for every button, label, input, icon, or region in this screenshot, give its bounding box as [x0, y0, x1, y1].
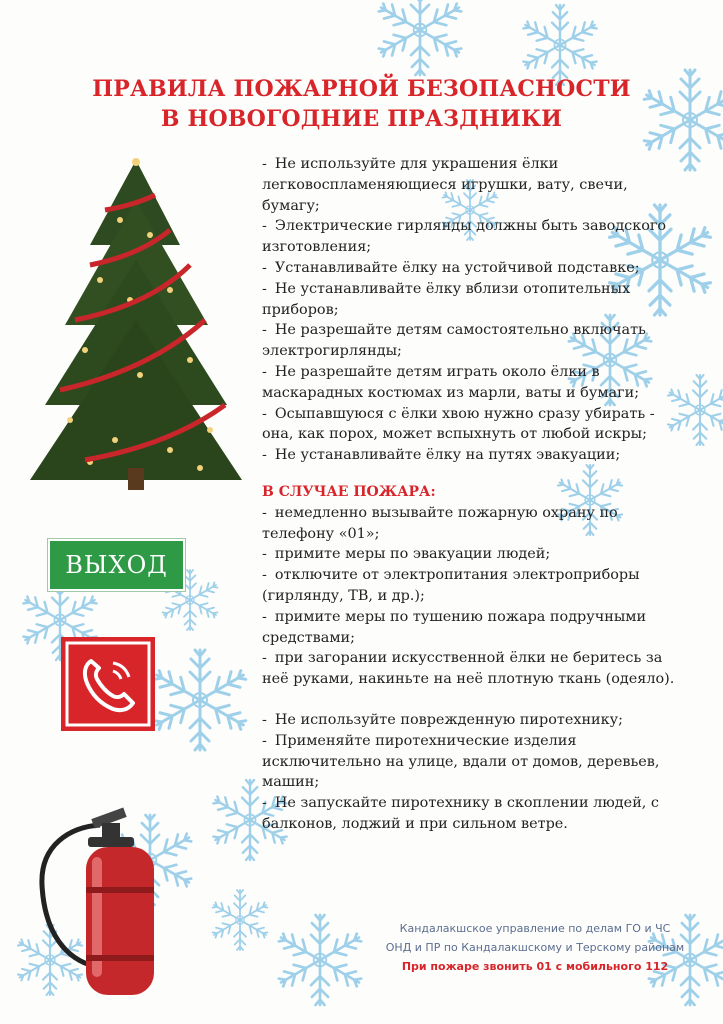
title-line-2: В НОВОГОДНИЕ ПРАЗДНИКИ [160, 106, 563, 132]
footer-emergency-line: При пожаре звонить 01 с мобильного 112 [401, 960, 669, 973]
pyro-item: - Не используйте поврежденную пиротехнику; [262, 711, 623, 728]
snowflake-icon [377, 0, 464, 75]
fire-case-item: - отключите от электропитания электроприборы (гирлянду, ТВ, и др.); [262, 567, 640, 604]
fire-case-item: - примите меры по эвакуации людей; [262, 546, 551, 563]
rules-text [262, 154, 682, 835]
snowflake-icon [152, 650, 249, 750]
fire-case-heading: В СЛУЧАЕ ПОЖАРА: [262, 483, 436, 500]
christmas-tree-icon [30, 150, 242, 495]
rule-item: - Не используйте для украшения ёлки легковоспламеняющиеся игрушки, вату, свечи, бумагу; [262, 156, 628, 214]
rule-item: - Не разрешайте детям играть около ёлки в маскарадных костюмах из марли, ваты и бумаги; [262, 363, 640, 401]
exit-sign: ВЫХОД [48, 539, 185, 591]
pyro-item: - Не запускайте пиротехнику в скоплении людей, с балконов, лоджий и при сильном ветре. [262, 795, 659, 832]
snowflake-icon [211, 890, 269, 950]
fire-extinguisher-icon [30, 805, 170, 1000]
pyro-item: - Применяйте пиротехнические изделия исключительно на улице, вдали от домов, деревьев, машин; [262, 732, 660, 791]
rule-item: - Не устанавливайте ёлку на путях эвакуации; [262, 447, 621, 464]
rule-item: - Не разрешайте детям самостоятельно включать электрогирлянды; [262, 322, 646, 360]
title-line-1: ПРАВИЛА ПОЖАРНОЙ БЕЗОПАСНОСТИ [92, 76, 631, 102]
fire-case-item: - немедленно вызывайте пожарную охрану по телефону «01»; [262, 504, 618, 542]
page-title [40, 74, 683, 134]
rule-item: - Устанавливайте ёлку на устойчивой подставке; [262, 259, 640, 276]
footer-line-1: Кандалакшское управление по делам ГО и ЧС [399, 922, 671, 935]
footer-line-2: ОНД и ПР по Кандалакшскому и Терскому районам [385, 941, 685, 954]
snowflake-icon [277, 915, 364, 1005]
fire-case-item: - при загорании искусственной ёлки не беритесь за неё руками, накиньте на неё плотную ткань (одеяло). [262, 650, 675, 688]
rule-item: - Осыпавшуюся с ёлки хвою нужно сразу убирать - она, как порох, может вспыхнуть от любой искры; [262, 405, 655, 443]
footer [380, 919, 690, 976]
phone-icon [61, 637, 155, 731]
rule-item: - Не устанавливайте ёлку вблизи отопительных приборов; [262, 280, 631, 318]
snowflake-icon [521, 5, 598, 85]
rule-item: - Электрические гирлянды должны быть заводского изготовления; [262, 218, 667, 256]
fire-case-item: - примите меры по тушению пожара подручными средствами; [262, 608, 647, 646]
